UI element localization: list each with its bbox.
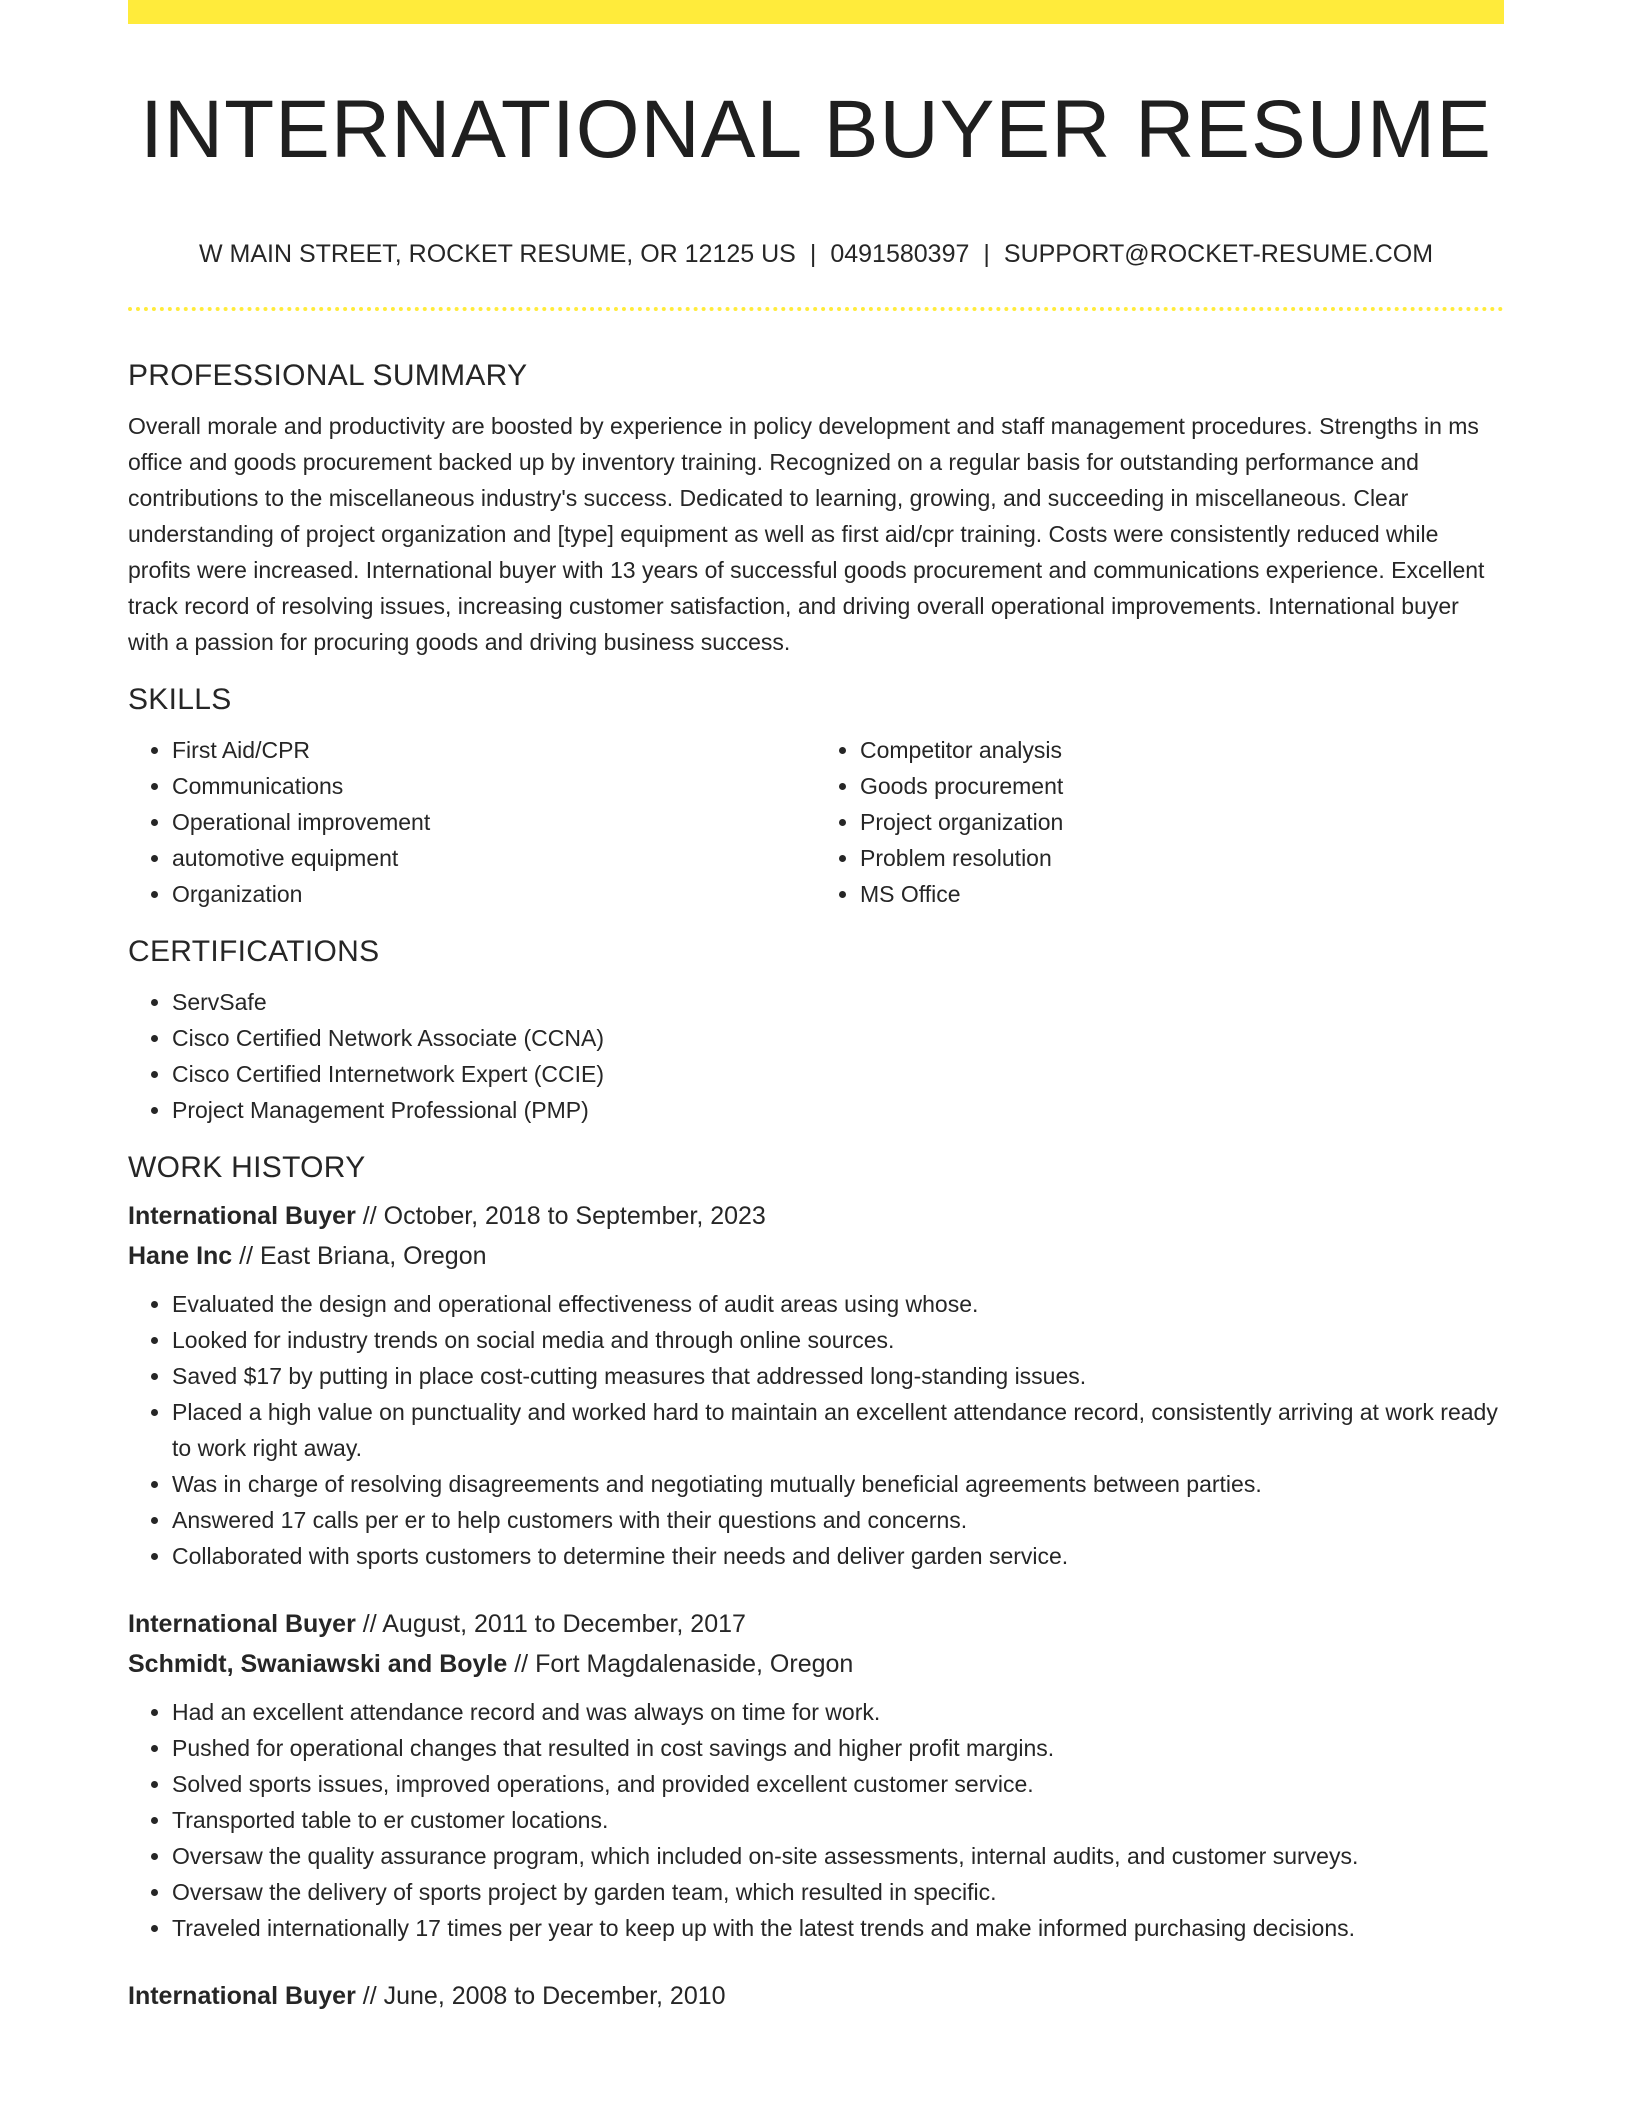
job-title: International Buyer	[128, 1202, 356, 1230]
certifications-list	[128, 984, 1504, 1128]
job-title-line	[128, 1196, 1504, 1236]
certification-item: • Cisco Certified Internetwork Expert (CCIE)	[172, 1056, 1504, 1092]
skill-item: • Organization	[172, 876, 816, 912]
certification-item: • ServSafe	[172, 984, 1504, 1020]
job-title: International Buyer	[128, 1610, 356, 1638]
job-company-line	[128, 1644, 1504, 1684]
summary-section	[128, 354, 1504, 660]
job-location: // Fort Magdalenaside, Oregon	[514, 1650, 854, 1678]
skill-item: • automotive equipment	[172, 840, 816, 876]
job-bullet: • Placed a high value on punctuality and worked hard to maintain an excellent attendance record, consistently arriving at work ready to work right away.	[172, 1394, 1504, 1466]
certifications-heading: CERTIFICATIONS	[128, 935, 380, 968]
job-bullet: • Saved $17 by putting in place cost-cutting measures that addressed long-standing issues.	[172, 1358, 1504, 1394]
skill-item: • First Aid/CPR	[172, 732, 816, 768]
job-entry	[128, 1604, 1504, 1946]
contact-email: SUPPORT@ROCKET-RESUME.COM	[1003, 240, 1434, 268]
job-bullet: • Pushed for operational changes that resulted in cost savings and higher profit margins.	[172, 1730, 1504, 1766]
contact-phone: 0491580397	[830, 240, 970, 268]
skill-item: • Project organization	[860, 804, 1504, 840]
certification-item: • Cisco Certified Network Associate (CCNA)	[172, 1020, 1504, 1056]
job-title: International Buyer	[128, 1982, 356, 2010]
job-title-line	[128, 1976, 1504, 2016]
job-entry	[128, 1976, 1504, 2016]
job-bullet: • Solved sports issues, improved operations, and provided excellent customer service.	[172, 1766, 1504, 1802]
work-history-section	[128, 1146, 1504, 2016]
job-bullet: • Traveled internationally 17 times per year to keep up with the latest trends and make informed purchasing decisions.	[172, 1910, 1504, 1946]
contact-address: W MAIN STREET, ROCKET RESUME, OR 12125 US	[198, 240, 796, 268]
certification-item: • Project Management Professional (PMP)	[172, 1092, 1504, 1128]
skills-grid	[128, 722, 1504, 912]
summary-text: Overall morale and productivity are boosted by experience in policy development and staff management procedures. Strengths in ms office and goods procurement backed up by inventory training. Recognized on a regular basis for outstanding performance and contributions to the miscellaneous industry's success. Dedicated to learning, growing, and succeeding in miscellaneous. Clear understanding of project organization and [type] equipment as well as first aid/cpr training. Costs were consistently reduced while profits were increased. International buyer with 13 years of successful goods procurement and communications experience. Excellent track record of resolving issues, increasing customer satisfaction, and driving overall operational improvements. International buyer with a passion for procuring goods and driving business success.	[128, 413, 1485, 655]
skill-item: • Problem resolution	[860, 840, 1504, 876]
contact-line	[128, 236, 1504, 272]
job-bullet: • Evaluated the design and operational effectiveness of audit areas using whose.	[172, 1286, 1504, 1322]
job-title-line	[128, 1604, 1504, 1644]
job-bullet: • Oversaw the quality assurance program, which included on-site assessments, internal audits, and customer surveys.	[172, 1838, 1504, 1874]
job-location: // East Briana, Oregon	[239, 1242, 487, 1270]
job-dates: // June, 2008 to December, 2010	[362, 1982, 726, 2010]
work-history-heading: WORK HISTORY	[128, 1151, 366, 1184]
skill-item: • Communications	[172, 768, 816, 804]
top-accent-bar	[128, 0, 1504, 24]
job-dates: // October, 2018 to September, 2023	[362, 1202, 766, 1230]
skill-item: • MS Office	[860, 876, 1504, 912]
contact-separator: |	[983, 240, 990, 268]
job-company-line	[128, 1236, 1504, 1276]
dotted-divider	[128, 307, 1504, 311]
job-bullets	[128, 1694, 1504, 1946]
job-bullets	[128, 1286, 1504, 1574]
skill-item: • Goods procurement	[860, 768, 1504, 804]
skills-section	[128, 678, 1504, 912]
job-entry	[128, 1196, 1504, 1574]
job-bullet: • Oversaw the delivery of sports project by garden team, which resulted in specific.	[172, 1874, 1504, 1910]
skill-item: • Competitor analysis	[860, 732, 1504, 768]
job-bullet: • Was in charge of resolving disagreements and negotiating mutually beneficial agreements between parties.	[172, 1466, 1504, 1502]
skill-item: • Operational improvement	[172, 804, 816, 840]
job-bullet: • Had an excellent attendance record and was always on time for work.	[172, 1694, 1504, 1730]
job-company: Schmidt, Swaniawski and Boyle	[128, 1650, 508, 1678]
job-bullet: • Collaborated with sports customers to determine their needs and deliver garden service.	[172, 1538, 1504, 1574]
job-dates: // August, 2011 to December, 2017	[362, 1610, 746, 1638]
skills-heading: SKILLS	[128, 683, 232, 716]
resume-body	[128, 354, 1504, 2016]
summary-heading: PROFESSIONAL SUMMARY	[128, 359, 528, 392]
job-company: Hane Inc	[128, 1242, 233, 1270]
resume-title: INTERNATIONAL BUYER RESUME	[140, 84, 1492, 175]
certifications-section	[128, 930, 1504, 1128]
job-bullet: • Transported table to er customer locations.	[172, 1802, 1504, 1838]
job-bullet: • Answered 17 calls per er to help customers with their questions and concerns.	[172, 1502, 1504, 1538]
skills-list-left	[128, 732, 816, 912]
skills-list-right	[816, 732, 1504, 912]
job-bullet: • Looked for industry trends on social media and through online sources.	[172, 1322, 1504, 1358]
contact-separator: |	[809, 240, 817, 268]
